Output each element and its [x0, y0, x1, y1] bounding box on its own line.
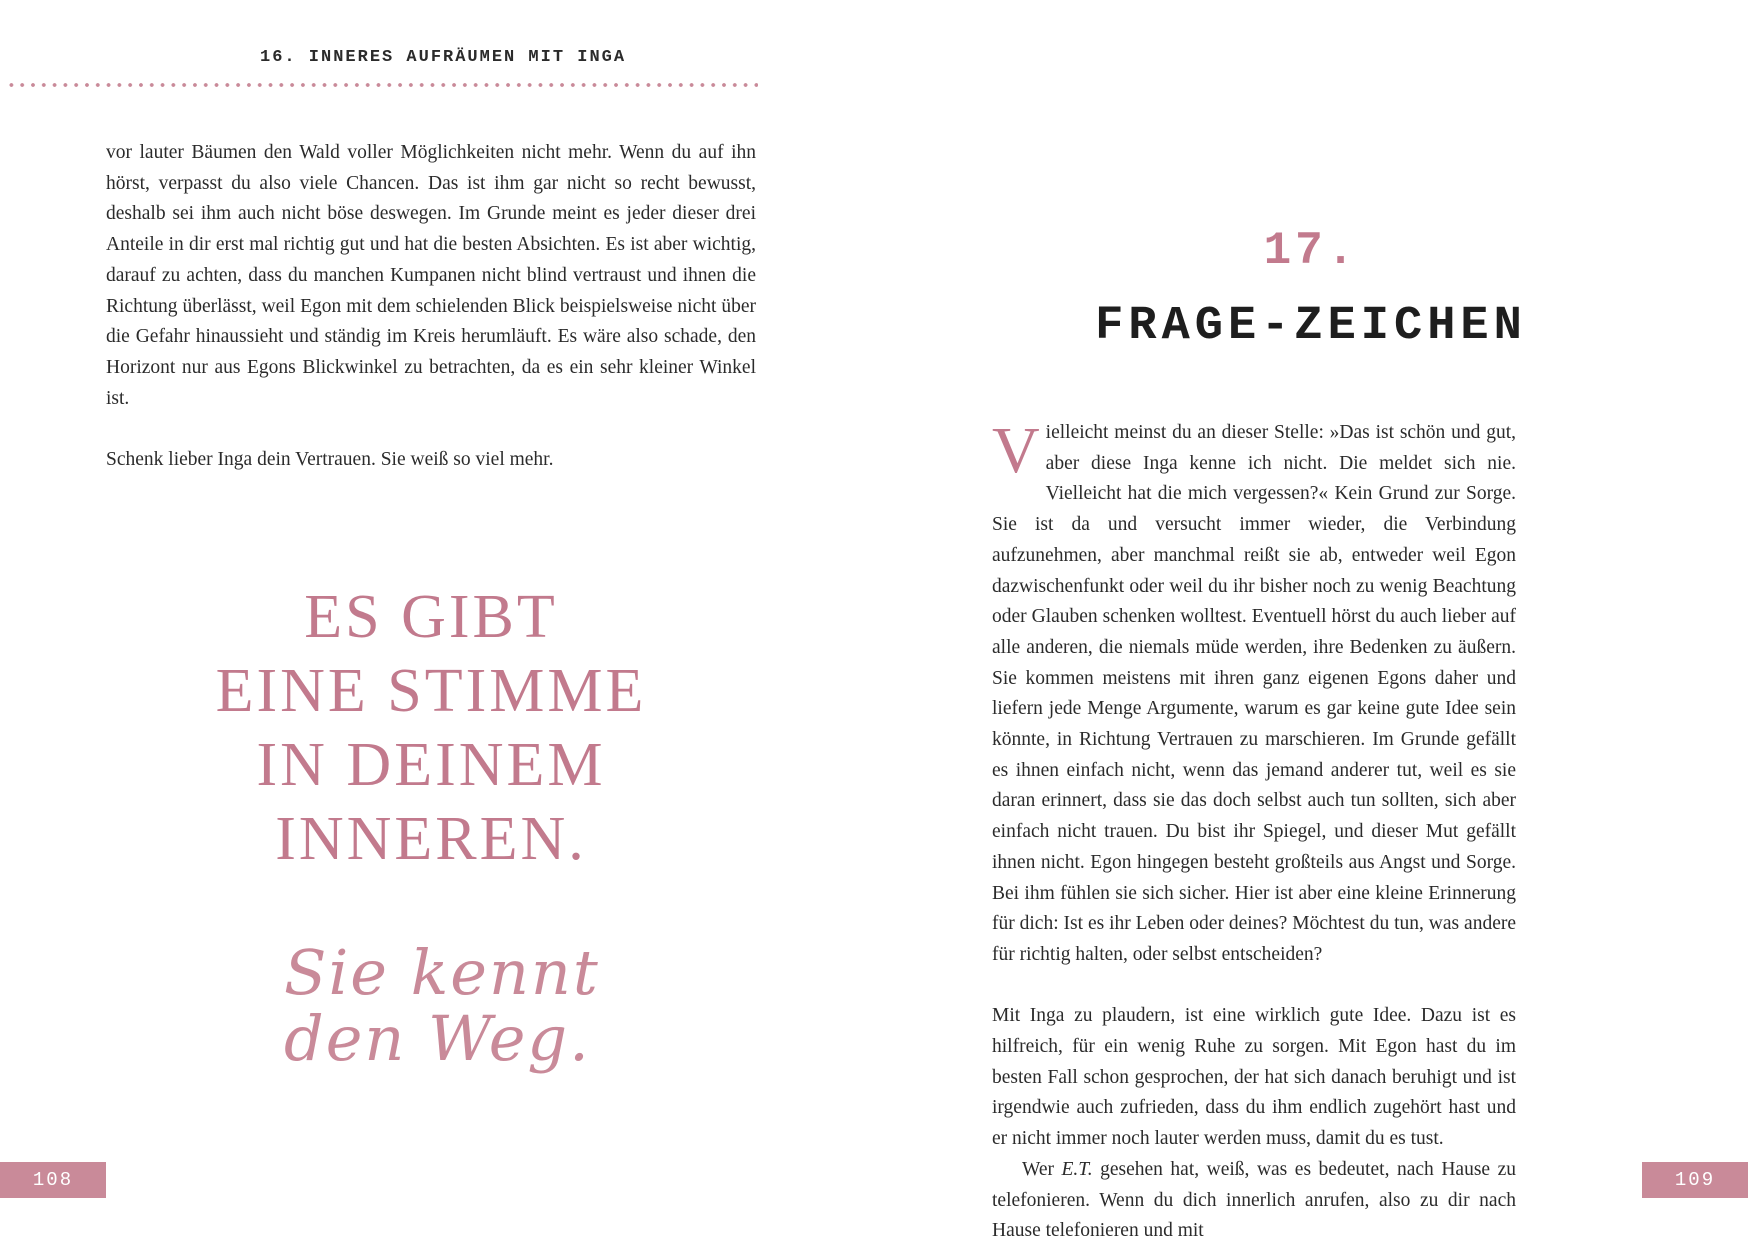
script-quote — [284, 936, 624, 1075]
chapter-number: 17. — [1263, 225, 1359, 277]
italic-title: E.T. — [1061, 1158, 1093, 1180]
dotted-divider — [6, 82, 758, 88]
pull-quote-line: INNEREN. — [275, 805, 587, 873]
running-head: 16. INNERES AUFRÄUMEN MIT INGA — [260, 48, 627, 67]
chapter-title: FRAGE-ZEICHEN — [1095, 300, 1527, 353]
script-line: den Weg. — [284, 1002, 591, 1075]
paragraph: Mit Inga zu plaudern, ist eine wirklich gute Idee. Dazu ist es hilfreich, für ein wenig Ruhe zu sorgen. Mit Egon hast du im besten Fall schon gesprochen, der hat sich danach beruhigt und ist irgendwie auch zufrieden, dass du ihm endlich zugehört hast und er nicht immer noch lauter werden muss, damit du es tust. — [992, 1005, 1516, 1150]
paragraph-text: ielleicht meinst du an dieser Stelle: »Das ist schön und gut, aber diese Inga kenne ich nicht. Die meldet sich nie. Vielleicht hat die mich vergessen?« Kein Grund zur Sorge. Sie ist da und versucht immer wieder, die Verbindung aufzunehmen, aber manchmal reißt sie ab, entweder weil Egon dazwischenfunkt oder weil du ihr bisher noch zu wenig Beachtung oder Glauben schenken wolltest. Eventuell hörst du auch lieber auf alle anderen, die niemals müde werden, ihre Bedenken zu äußern. Sie kommen meistens mit ihren ganz eigenen Egons daher und liefern jede Menge Argumente, warum es gar keine gute Idee sein könnte, in Richtung Vertrauen zu marschieren. Im Grunde gefällt es ihnen einfach nicht, wenn das jemand anderer tut, weil es sie daran erinnert, dass sie das doch selbst auch tun sollten, sich aber einfach nicht trauen. Du bist ihr Spiegel, und dieser Mut gefällt ihnen nicht. Egon hingegen besteht großteils aus Angst und Sorge. Bei ihm fühlen sie sich sicher. Hier ist aber eine kleine Erinnerung für dich: Ist es ihr Leben oder deines? Möchtest du tun, was andere für richtig halten, oder selbst entscheiden? — [992, 422, 1516, 965]
pull-quote-line: EINE STIMME — [215, 657, 647, 725]
pull-quote-line: IN DEINEM — [256, 731, 606, 799]
paragraph — [992, 1155, 1516, 1247]
drop-cap: V — [992, 414, 1040, 487]
left-body-text — [106, 138, 756, 476]
page-number: 108 — [0, 1162, 106, 1198]
pull-quote-line: ES GIBT — [304, 583, 558, 651]
script-line: Sie kennt — [284, 936, 600, 1009]
right-body-text — [992, 414, 1516, 1247]
paragraph: vor lauter Bäumen den Wald voller Möglichkeiten nicht mehr. Wenn du auf ihn hörst, verpasst du also viele Chancen. Das ist ihm gar nicht so recht bewusst, deshalb sei ihm auch nicht böse deswegen. Im Grunde meint es jeder dieser drei Anteile in dir erst mal richtig gut und hat die besten Absichten. Es ist aber wichtig, darauf zu achten, dass du manchen Kumpanen nicht blind vertraust und ihnen die Richtung überlässt, weil Egon mit dem schielenden Blick beispielsweise nicht über die Gefahr hinaussieht und ständig im Kreis herumläuft. Es wäre also schade, den Horizont nur aus Egons Blickwinkel zu betrachten, da es ein sehr kleiner Winkel ist. — [106, 142, 756, 409]
pull-quote — [106, 580, 756, 876]
left-page — [0, 0, 874, 1240]
page-number: 109 — [1642, 1162, 1748, 1198]
right-page — [874, 0, 1748, 1240]
paragraph — [992, 414, 1516, 971]
paragraph: Schenk lieber Inga dein Vertrauen. Sie weiß so viel mehr. — [106, 449, 554, 471]
paragraph-text: gesehen hat, weiß, was es bedeutet, nach Hause zu telefonieren. Wenn du dich innerlich anrufen, also zu dir nach Hause telefonieren und mit — [992, 1158, 1516, 1242]
paragraph-text: Wer — [1022, 1158, 1062, 1180]
